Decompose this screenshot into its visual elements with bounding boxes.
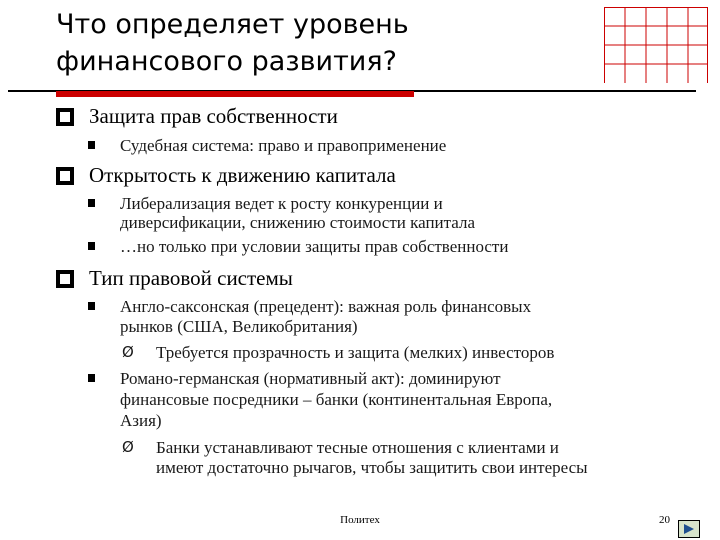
square-bullet-icon <box>88 374 95 382</box>
sub-item-3-1-line-2: рынков (США, Великобритания) <box>120 317 358 336</box>
page-number: 20 <box>659 514 670 526</box>
bullet-item-3-text: Тип правовой системы <box>89 266 293 290</box>
bullet-item-1-text: Защита прав собственности <box>89 104 338 128</box>
arrow-bullet-icon: Ø <box>122 438 134 456</box>
sub-item-3-1-line-1: Англо-саксонская (прецедент): важная роль финансовых <box>120 297 532 316</box>
sub-item-3-2-line-1: Романо-германская (нормативный акт): доминируют <box>120 369 501 388</box>
sub-item-3-2-line-2: финансовые посредники – банки (континентальная Европа, <box>120 390 553 409</box>
sub-item-3-2-line-3: Азия) <box>120 411 162 430</box>
sub-sub-item-3-1-1-text: Требуется прозрачность и защита (мелких) инвесторов <box>156 343 555 362</box>
checkbox-square-icon <box>56 108 74 126</box>
square-bullet-icon <box>88 242 95 250</box>
footer-text: Политех <box>340 514 380 526</box>
square-bullet-icon <box>88 199 95 207</box>
bullet-item-2-text: Открытость к движению капитала <box>89 163 396 187</box>
slide-title-line-2: финансового развития? <box>56 46 397 77</box>
sub-item-1-1-text: Судебная система: право и правоприменение <box>120 136 447 155</box>
sub-item-2-1-line-1: Либерализация ведет к росту конкуренции и <box>120 194 443 213</box>
checkbox-square-icon <box>56 270 74 288</box>
square-bullet-icon <box>88 141 95 149</box>
sub-item-2-1-line-2: диверсификации, снижению стоимости капитала <box>120 213 475 232</box>
slide-nav-arrow-icon[interactable] <box>678 520 700 538</box>
arrow-bullet-icon: Ø <box>122 343 134 361</box>
slide-title-line-1: Что определяет уровень <box>56 9 409 40</box>
sub-sub-item-3-2-1-line-2: имеют достаточно рычагов, чтобы защитить свои интересы <box>156 458 588 477</box>
sub-item-2-2-text: …но только при условии защиты прав собственности <box>120 237 509 256</box>
square-bullet-icon <box>88 302 95 310</box>
sub-sub-item-3-2-1-line-1: Банки устанавливают тесные отношения с клиентами и <box>156 438 559 457</box>
checkbox-square-icon <box>56 167 74 185</box>
